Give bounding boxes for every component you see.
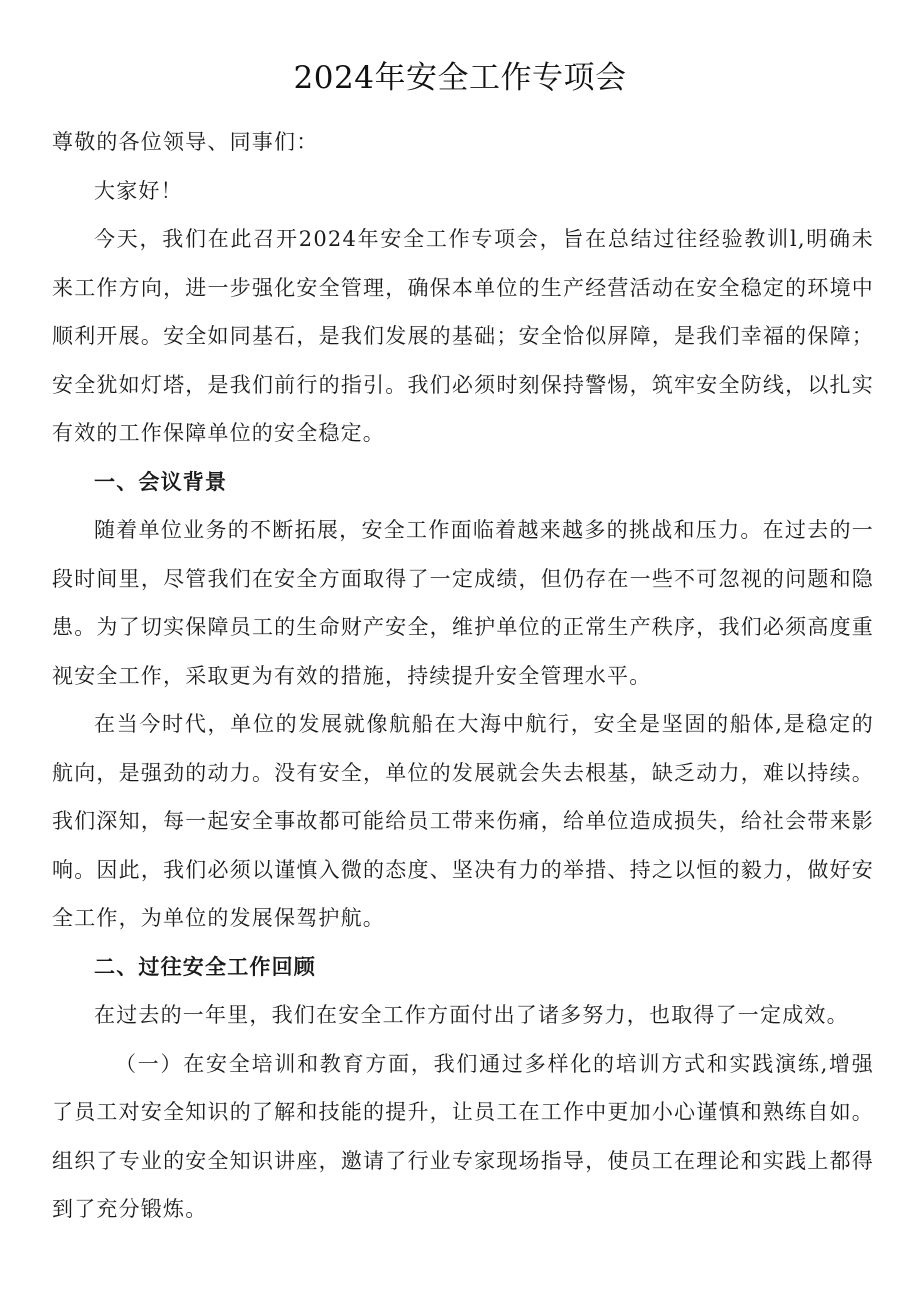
section-heading-background: 一、会议背景 xyxy=(94,468,228,494)
greeting: 大家好！ xyxy=(94,178,183,203)
review-item-1: （一）在安全培训和教育方面，我们通过多样化的培训方式和实践演练,增强了员工对安全知识的了解和技能的提升，让员工在工作中更加小心谨慎和熟练自如。组织了专业的安全知识讲座，邀请了行业专家现场指导，使员工在理论和实践上都得到了充分锻炼。 xyxy=(52,1051,874,1221)
background-paragraph-2: 在当今时代，单位的发展就像航船在大海中航行，安全是坚固的船体,是稳定的航向，是强劲的动力。没有安全，单位的发展就会失去根基，缺乏动力，难以持续。我们深知，每一起安全事故都可能给员工带来伤痛，给单位造成损失，给社会带来影响。因此，我们必须以谨慎入微的态度、坚决有力的举措、持之以恒的毅力，做好安全工作，为单位的发展保驾护航。 xyxy=(52,712,874,930)
background-paragraph-1: 随着单位业务的不断拓展，安全工作面临着越来越多的挑战和压力。在过去的一段时间里，尽管我们在安全方面取得了一定成绩，但仍存在一些不可忽视的问题和隐患。为了切实保障员工的生命财产安全，维护单位的正常生产秩序，我们必须高度重视安全工作，采取更为有效的措施，持续提升安全管理水平。 xyxy=(52,518,874,688)
document-title: 2024年安全工作专项会 xyxy=(293,60,627,96)
salutation: 尊敬的各位领导、同事们： xyxy=(52,130,319,154)
section-heading-review: 二、过往安全工作回顾 xyxy=(94,953,316,979)
intro-paragraph: 今天，我们在此召开2024年安全工作专项会，旨在总结过往经验教训l,明确未来工作方向，进一步强化安全管理，确保本单位的生产经营活动在安全稳定的环境中顺利开展。安全如同基石，是我们发展的基础；安全恰似屏障，是我们幸福的保障；安全犹如灯塔，是我们前行的指引。我们必须时刻保持警惕，筑牢安全防线，以扎实有效的工作保障单位的安全稳定。 xyxy=(52,227,874,445)
document-body xyxy=(52,118,874,1234)
review-paragraph-1: 在过去的一年里，我们在安全工作方面付出了诸多努力，也取得了一定成效。 xyxy=(94,1003,849,1027)
